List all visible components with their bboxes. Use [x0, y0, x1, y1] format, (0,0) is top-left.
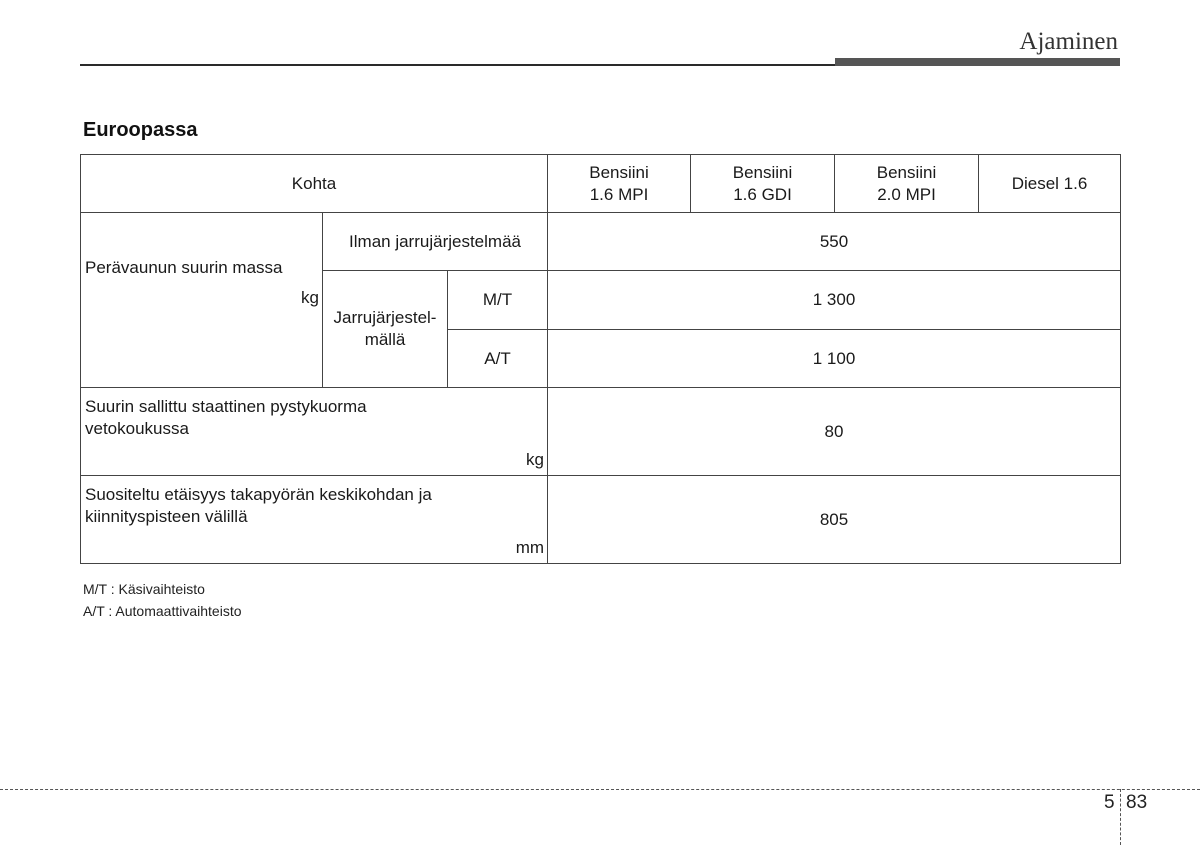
- towing-spec-table: [80, 154, 1121, 564]
- without-brakes-value: 550: [548, 213, 1121, 271]
- footer-dashed-rule: [0, 789, 1200, 790]
- table-row: [81, 213, 1121, 271]
- with-brakes-label-line1: Jarrujärjestel-: [333, 308, 437, 327]
- trailer-mass-cell: [81, 213, 323, 388]
- header-col-1-line2: 1.6 MPI: [589, 184, 649, 204]
- with-brakes-at-value: 1 100: [548, 330, 1121, 388]
- header-rule-accent: [835, 58, 1120, 66]
- page-number-divider: [1120, 789, 1121, 845]
- header-col-4: [979, 155, 1121, 213]
- distance-cell: [81, 476, 548, 564]
- header-col-2-line2: 1.6 GDI: [733, 184, 792, 204]
- page-chapter-number: 5: [1104, 792, 1115, 813]
- table-row: [81, 388, 1121, 476]
- without-brakes-label: Ilman jarrujärjestelmää: [323, 213, 548, 271]
- footnotes: [83, 578, 242, 622]
- page-number: 83: [1126, 792, 1148, 813]
- vertical-load-label: [85, 396, 367, 440]
- footnote-mt: M/T : Käsivaihteisto: [83, 581, 205, 597]
- distance-unit: mm: [515, 538, 545, 557]
- header-col-3-line1: Bensiini: [876, 162, 937, 182]
- vertical-load-value: 80: [548, 388, 1121, 476]
- header-col-2-line1: Bensiini: [732, 162, 793, 182]
- vertical-load-unit: kg: [526, 450, 545, 469]
- trailer-mass-label: Perävaunun suurin massa: [85, 258, 283, 277]
- chapter-header-title: Ajaminen: [1019, 28, 1118, 55]
- header-rule: [80, 64, 835, 66]
- header-col-2: [691, 155, 835, 213]
- table-header-row: [81, 155, 1121, 213]
- distance-label: [85, 484, 432, 528]
- vertical-load-label-line2: vetokoukussa: [85, 419, 189, 438]
- distance-value: 805: [548, 476, 1121, 564]
- table-row: [81, 476, 1121, 564]
- header-col-4-line1: Diesel 1.6: [1011, 173, 1088, 193]
- distance-label-line2: kiinnityspisteen välillä: [85, 507, 248, 526]
- with-brakes-at-label: A/T: [448, 330, 548, 388]
- distance-label-line1: Suositeltu etäisyys takapyörän keskikohdan ja: [85, 485, 432, 504]
- header-col-1: [548, 155, 691, 213]
- section-title: Euroopassa: [83, 119, 198, 141]
- vertical-load-cell: [81, 388, 548, 476]
- vertical-load-label-line1: Suurin sallittu staattinen pystykuorma: [85, 397, 367, 416]
- with-brakes-mt-value: 1 300: [548, 271, 1121, 330]
- header-col-3-line2: 2.0 MPI: [877, 184, 936, 204]
- header-col-3: [835, 155, 979, 213]
- footnote-at: A/T : Automaattivaihteisto: [83, 603, 242, 619]
- header-item-cell: Kohta: [81, 155, 548, 213]
- with-brakes-label-line2: mällä: [364, 330, 406, 349]
- with-brakes-label-cell: [323, 271, 448, 388]
- with-brakes-mt-label: M/T: [448, 271, 548, 330]
- header-col-1-line1: Bensiini: [589, 162, 649, 182]
- trailer-mass-unit: kg: [301, 288, 319, 307]
